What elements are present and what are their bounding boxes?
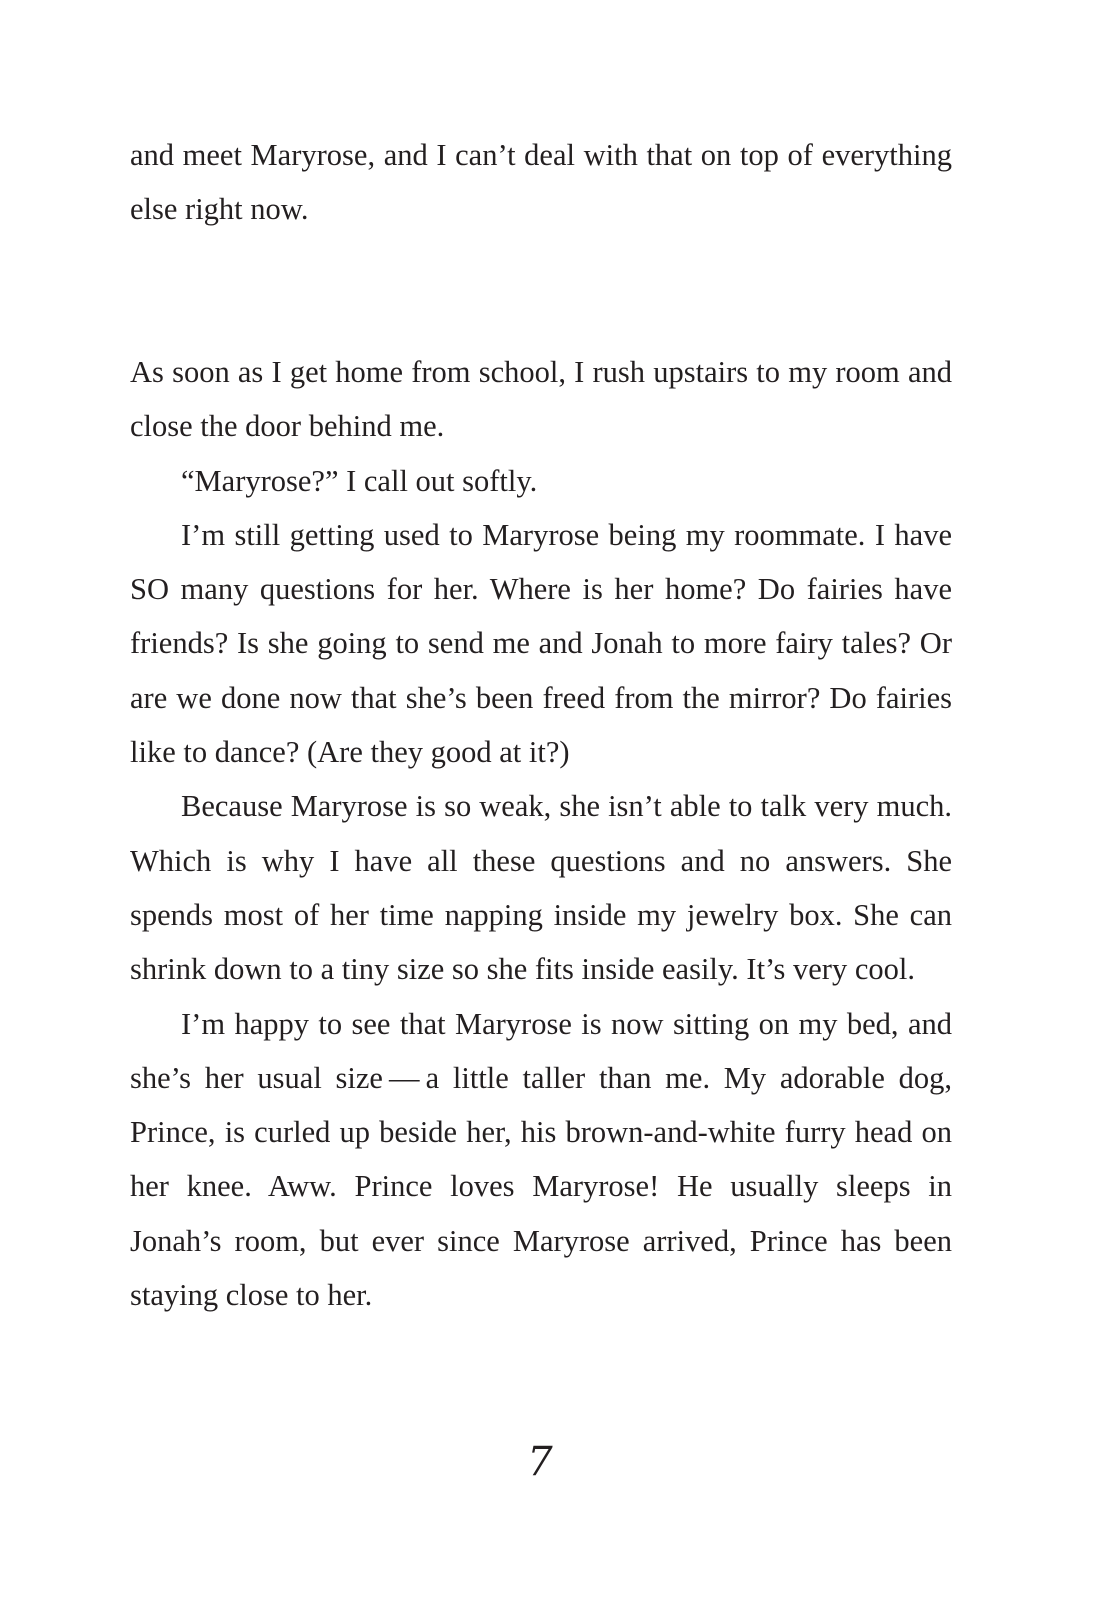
- paragraph: Because Maryrose is so weak, she isn’t able to talk very much. Which is why I have all these questions and no answers. She spends most of her time napping inside my jewelry box. She can shrink down to a tiny size so she fits inside easily. It’s very cool.: [130, 789, 952, 987]
- text-section-main: [130, 345, 952, 1322]
- paragraph: As soon as I get home from school, I rush upstairs to my room and close the door behind me.: [130, 355, 952, 444]
- paragraph: I’m happy to see that Maryrose is now sitting on my bed, and she’s her usual size — a little taller than me. My adorable dog, Prince, is curled up beside her, his brown-and-white furry head on her knee. Aww. Prince loves Maryrose! He usually sleeps in Jonah’s room, but ever since Maryrose arrived, Prince has been staying close to her.: [130, 1006, 952, 1313]
- paragraph: and meet Maryrose, and I can’t deal with that on top of everything else right now.: [130, 138, 952, 227]
- text-section-top: [130, 128, 952, 237]
- paragraph: I’m still getting used to Maryrose being my roommate. I have SO many questions for her. Where is her home? Do fairies have friends? Is she going to send me and Jonah to more fairy tales? Or are we done now that she’s been freed from the mirror? Do fairies like to dance? (Are they good at it?): [130, 517, 952, 770]
- paragraph: “Maryrose?” I call out softly.: [181, 463, 538, 498]
- page-number: 7: [527, 1439, 553, 1485]
